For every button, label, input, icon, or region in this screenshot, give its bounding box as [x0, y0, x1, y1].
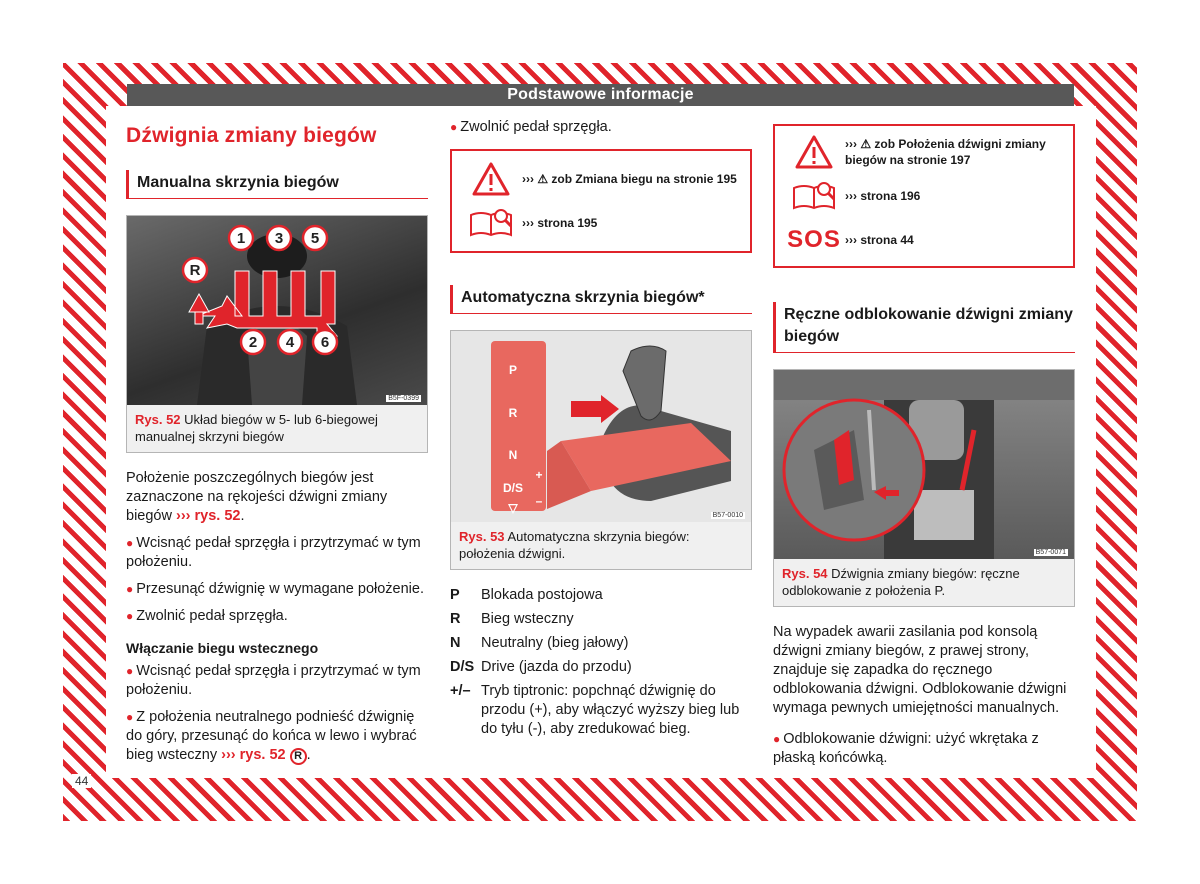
svg-text:4: 4 [285, 334, 295, 351]
figure-caption-text: Dźwignia zmiany biegów: ręczne odblokowanie z położenia P. [782, 566, 1020, 598]
list-item [450, 610, 752, 629]
bullet-text: Wcisnąć pedał sprzęgła i przytrzymać w tym położeniu. [126, 663, 421, 698]
figure-53 [450, 330, 752, 570]
book-icon [460, 207, 522, 239]
gear-desc: Neutralny (bieg jałowy) [481, 635, 629, 651]
section-heading-automatic: Automatyczna skrzynia biegów* [450, 285, 752, 314]
bullet-icon: ● [450, 120, 458, 134]
lever-label-minus: – [535, 494, 543, 508]
figure-code: B57-0010 [712, 512, 743, 519]
gear-desc: Bieg wsteczny [481, 611, 574, 627]
list-item [450, 682, 752, 739]
figure-caption-text: Układ biegów w 5- lub 6-biegowej manualnej skrzyni biegów [135, 412, 378, 444]
figure-number: Rys. 53 [459, 529, 505, 544]
manual-gearbox-image [127, 216, 427, 405]
lever-label-n: N [508, 448, 518, 462]
bullet-text: Odblokowanie dźwigni: użyć wkrętaka z płaską końcówką. [773, 731, 1039, 766]
bullet-icon: ● [773, 732, 781, 746]
gear-key: +/– [450, 683, 471, 699]
selector-lever-illustration [451, 331, 751, 522]
bullet-text: Zwolnić pedał sprzęgła. [460, 119, 612, 135]
figure-code: B57-0071 [1035, 549, 1066, 556]
figure-52 [126, 215, 428, 453]
gear-key: R [450, 611, 461, 627]
page-reference-link[interactable]: ››› strona 196 [845, 189, 921, 203]
figure-code: B5F-0399 [388, 395, 419, 402]
manual-release-image [774, 370, 1074, 559]
figure-reference-link[interactable]: ››› rys. 52 [175, 508, 241, 524]
column-3 [773, 124, 1075, 776]
bullet-item [126, 662, 428, 700]
bullet-icon: ● [126, 710, 134, 724]
page-number: 44 [72, 774, 91, 788]
warning-link[interactable]: ››› ⚠ zob Zmiana biegu na stronie 195 [522, 172, 737, 186]
warning-row [783, 174, 1065, 218]
bullet-icon: ● [126, 536, 134, 550]
bullet-item [126, 708, 428, 765]
bullet-text: Z położenia neutralnego podnieść dźwignię do góry, przesunąć do końca w lewo i wybrać bieg wsteczny [126, 709, 417, 763]
warning-link[interactable]: ››› ⚠ zob Położenia dźwigni zmiany biegów na stronie 197 [845, 137, 1046, 167]
paragraph-manual-release: Na wypadek awarii zasilania pod konsolą dźwigni zmiany biegów, z prawej strony, znajduje się zapadka do ręcznego odblokowania dźwigni. Odblokowanie dźwigni wymaga pewnych umiejętności manualnych. [773, 624, 1067, 716]
punct: . [306, 747, 311, 763]
svg-text:R: R [189, 262, 201, 279]
bullet-item [450, 118, 752, 137]
warning-row [783, 218, 1065, 262]
bullet-item [126, 580, 428, 599]
column-2 [450, 118, 752, 744]
gear-number-circles [127, 216, 427, 405]
svg-text:5: 5 [310, 230, 320, 247]
figure-caption [451, 522, 751, 569]
bullet-icon: ● [126, 664, 134, 678]
sos-icon: SOS [787, 226, 841, 253]
bullet-icon: ● [126, 582, 134, 596]
page-title: Dźwignia zmiany biegów [126, 124, 377, 147]
section-heading-manual-release: Ręczne odblokowanie dźwigni zmiany biegów [773, 302, 1075, 353]
svg-text:▽: ▽ [508, 501, 518, 515]
bullet-text: Zwolnić pedał sprzęgła. [136, 608, 288, 624]
lever-label-ds: D/S [502, 481, 524, 495]
figure-reference-link[interactable]: ››› rys. 52 [221, 747, 286, 763]
figure-number: Rys. 52 [135, 412, 181, 427]
svg-text:1: 1 [236, 230, 246, 247]
warning-box [773, 124, 1075, 268]
section-heading-manual: Manualna skrzynia biegów [126, 170, 428, 199]
figure-number: Rys. 54 [782, 566, 828, 581]
svg-text:6: 6 [320, 334, 330, 351]
warning-triangle-icon [783, 134, 845, 170]
list-item [450, 634, 752, 653]
figure-caption-text: Automatyczna skrzynia biegów: położenia dźwigni. [459, 529, 690, 561]
gear-desc: Drive (jazda do przodu) [481, 659, 632, 675]
warning-row [460, 157, 742, 201]
warning-row [783, 130, 1065, 174]
gear-key: D/S [450, 659, 475, 675]
release-illustration [774, 370, 1074, 559]
automatic-gearbox-image [451, 331, 751, 522]
svg-text:2: 2 [248, 334, 258, 351]
r-circle-icon: R [290, 748, 307, 765]
punct: . [240, 508, 245, 524]
page-reference-link[interactable]: ››› strona 195 [522, 216, 598, 230]
book-icon [783, 180, 845, 212]
bullet-item [773, 730, 1075, 768]
lever-label-p: P [508, 363, 518, 377]
warning-triangle-icon [460, 161, 522, 197]
list-item [450, 586, 752, 605]
bullet-text: Wcisnąć pedał sprzęgła i przytrzymać w tym położeniu. [126, 535, 421, 570]
bullet-icon: ● [126, 609, 134, 623]
lever-label-r: R [508, 406, 518, 420]
figure-54 [773, 369, 1075, 607]
paragraph-text: Położenie poszczególnych biegów jest zaznaczone na rękojeści dźwigni zmiany biegów [126, 470, 388, 524]
lever-label-plus: + [535, 468, 543, 482]
warning-row [460, 201, 742, 245]
page-header: Podstawowe informacje [127, 84, 1074, 106]
paragraph-gear-positions [126, 469, 428, 526]
gear-desc: Tryb tiptronic: popchnąć dźwignię do przodu (+), aby włączyć wyższy bieg lub do tyłu (-), aby zredukować bieg. [481, 683, 740, 737]
column-1 [126, 118, 428, 773]
subheading-reverse: Włączanie biegu wstecznego [126, 640, 319, 656]
warning-box [450, 149, 752, 253]
svg-text:3: 3 [274, 230, 284, 247]
page-reference-link[interactable]: ››› strona 44 [845, 233, 914, 247]
gear-desc: Blokada postojowa [481, 587, 603, 603]
gear-key: N [450, 635, 461, 651]
gear-positions-list [450, 586, 752, 739]
figure-caption [774, 559, 1074, 606]
bullet-text: Przesunąć dźwignię w wymagane położenie. [136, 581, 424, 597]
bullet-item [126, 607, 428, 626]
figure-caption [127, 405, 427, 452]
gear-key: P [450, 587, 460, 603]
list-item [450, 658, 752, 677]
bullet-item [126, 534, 428, 572]
